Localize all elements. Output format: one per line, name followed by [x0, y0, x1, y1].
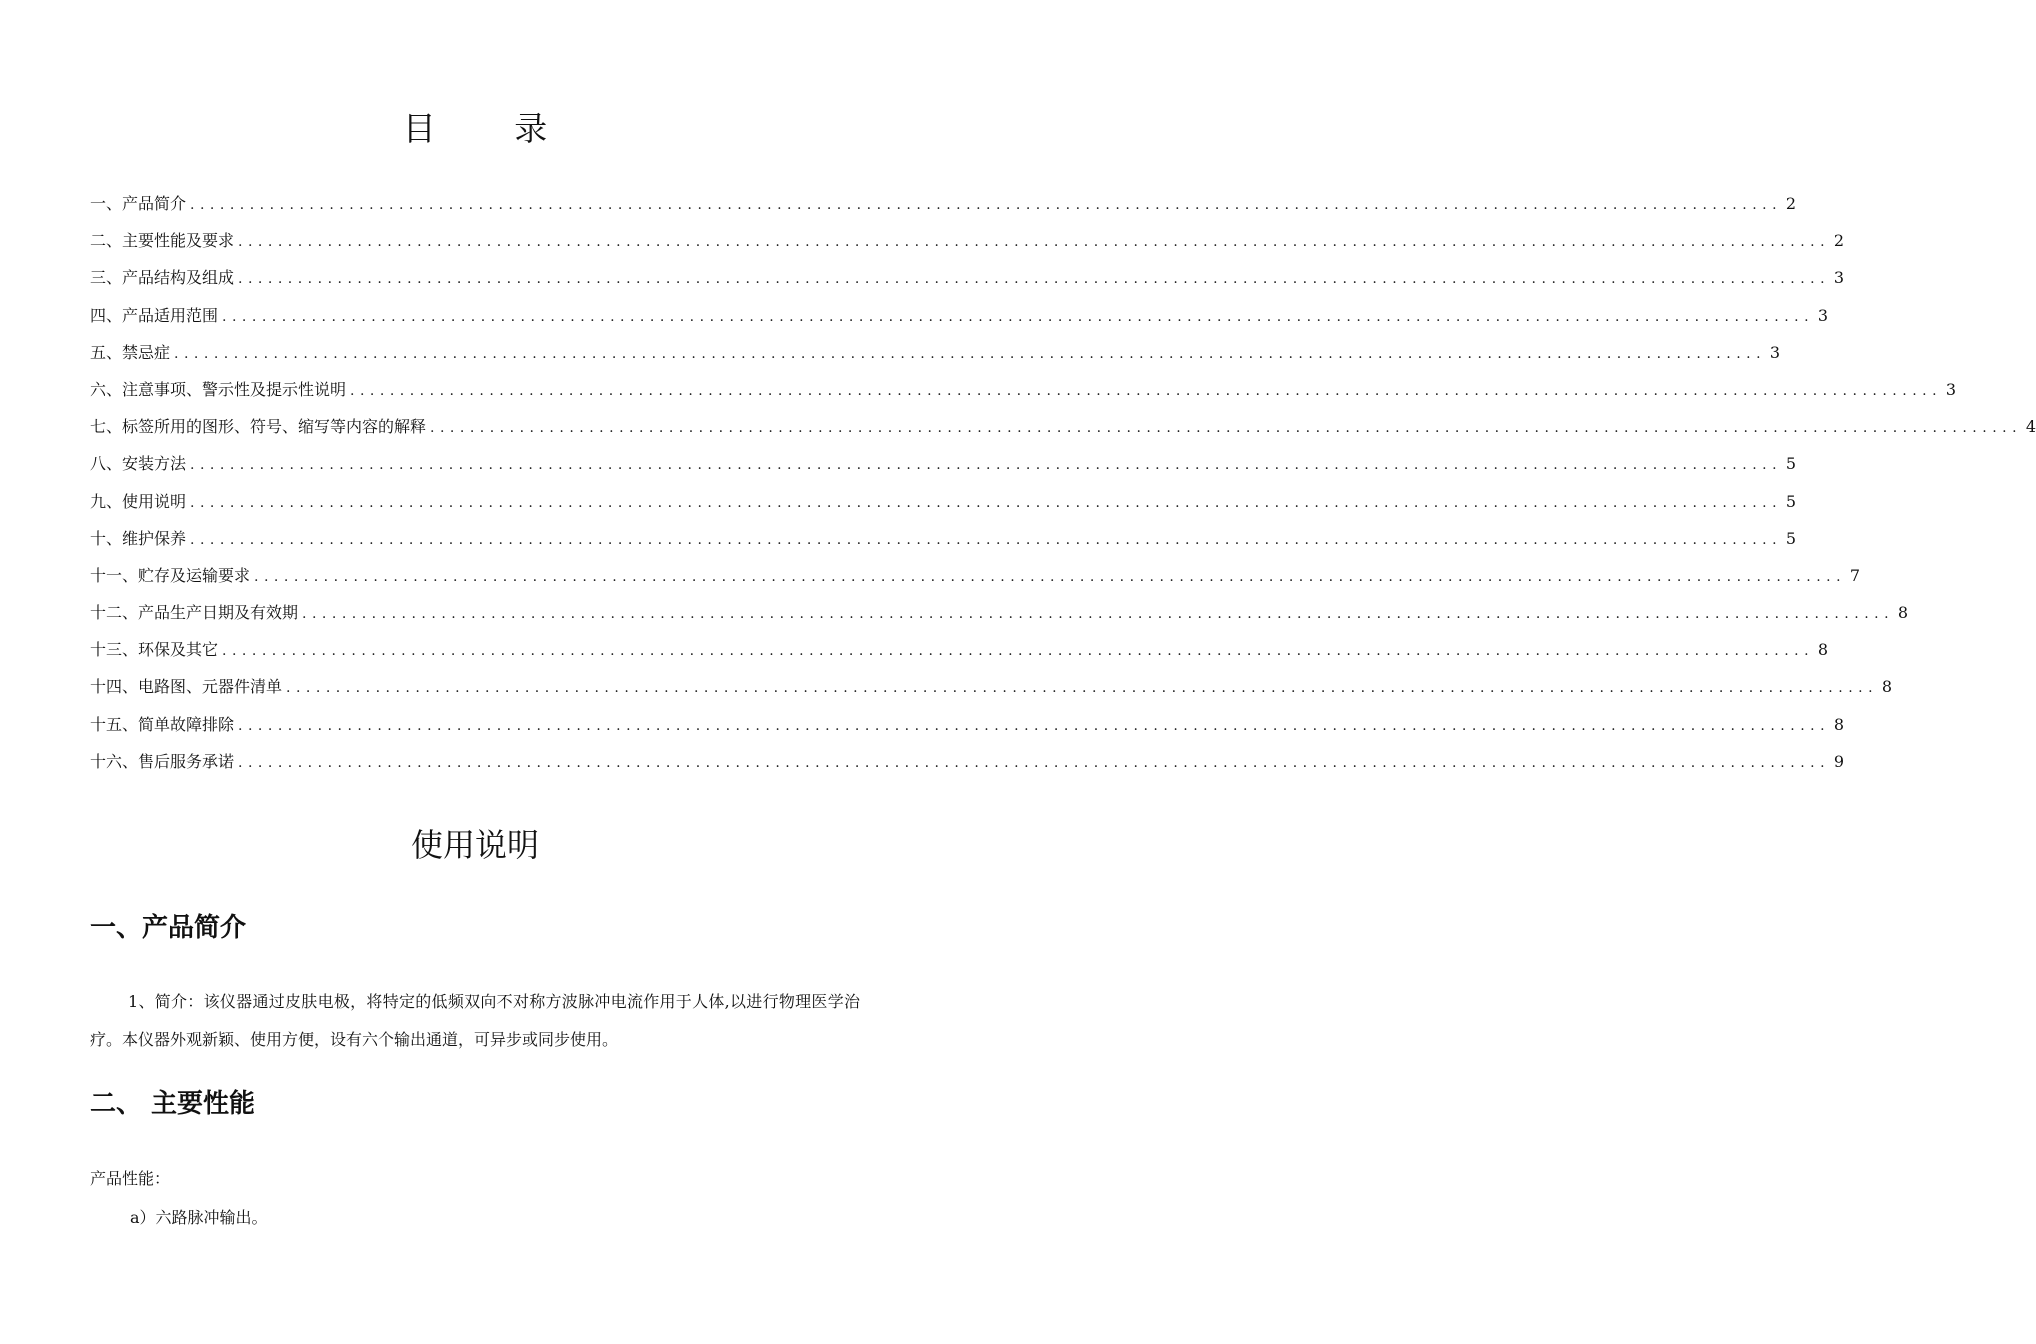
toc-entry-label: 二、主要性能及要求 [90, 231, 235, 251]
toc-dot-leader: ................................................................................................................................................................ [286, 680, 1879, 697]
toc-entry-label: 五、禁忌症 [90, 342, 171, 362]
toc-entry-page-number: 3 [1833, 268, 1845, 288]
section-heading-main-performance: 二、 主要性能 [90, 1089, 256, 1119]
toc-entry-label: 十三、环保及其它 [90, 640, 219, 660]
toc-dot-leader: ................................................................................................................................................................ [350, 382, 1943, 399]
toc-entry-page-number: 4 [2025, 417, 2036, 437]
toc-entry-page-number: 8 [1833, 714, 1845, 734]
toc-entry[interactable] [90, 185, 1797, 222]
toc-entry-label: 十四、电路图、元器件清单 [90, 677, 283, 697]
toc-entry[interactable] [90, 259, 1845, 296]
toc-title: 目 录 [402, 109, 582, 148]
toc-entry[interactable] [90, 668, 1893, 705]
toc-entry[interactable] [90, 297, 1829, 334]
toc-entry[interactable] [90, 706, 1845, 743]
toc-dot-leader: ................................................................................................................................................................ [190, 457, 1783, 474]
toc-entry-label: 十五、简单故障排除 [90, 714, 235, 734]
toc-dot-leader: ................................................................................................................................................................ [238, 271, 1831, 288]
toc-entry-page-number: 2 [1833, 231, 1845, 251]
toc-dot-leader: ................................................................................................................................................................ [238, 717, 1831, 734]
toc-entry[interactable] [90, 408, 2036, 445]
toc-entry-page-number: 8 [1817, 640, 1829, 660]
toc-entry[interactable] [90, 445, 1797, 482]
toc-entry-page-number: 9 [1833, 751, 1845, 771]
toc-dot-leader: ................................................................................................................................................................ [222, 308, 1815, 325]
toc-entry-label: 十一、贮存及运输要求 [90, 565, 251, 585]
toc-entry-page-number: 5 [1785, 491, 1797, 511]
toc-entry-page-number: 2 [1785, 194, 1797, 213]
toc-dot-leader: ................................................................................................................................................................ [190, 197, 1783, 213]
table-of-contents [90, 185, 2036, 780]
section-heading-product-intro: 一、产品简介 [90, 913, 247, 943]
toc-dot-leader: ................................................................................................................................................................ [254, 568, 1847, 585]
toc-entry-label: 一、产品简介 [90, 194, 187, 213]
toc-dot-leader: ................................................................................................................................................................ [238, 754, 1831, 771]
toc-entry-label: 四、产品适用范围 [90, 305, 219, 325]
toc-entry-label: 十六、售后服务承诺 [90, 751, 235, 771]
toc-dot-leader: ................................................................................................................................................................ [174, 345, 1767, 362]
toc-dot-leader: ................................................................................................................................................................ [430, 420, 2023, 437]
toc-dot-leader: ................................................................................................................................................................ [190, 531, 1783, 548]
toc-entry-page-number: 8 [1881, 677, 1893, 697]
toc-entry-label: 八、安装方法 [90, 454, 187, 474]
toc-entry[interactable] [90, 631, 1829, 668]
toc-entry[interactable] [90, 520, 1797, 557]
toc-dot-leader: ................................................................................................................................................................ [302, 606, 1895, 623]
performance-item-a: a）六路脉冲输出。 [130, 1208, 268, 1227]
toc-entry[interactable] [90, 222, 1845, 259]
toc-entry[interactable] [90, 594, 1909, 631]
toc-entry[interactable] [90, 557, 1861, 594]
toc-dot-leader: ................................................................................................................................................................ [222, 643, 1815, 660]
manual-title: 使用说明 [410, 826, 539, 864]
toc-entry[interactable] [90, 483, 1797, 520]
toc-entry-page-number: 3 [1945, 379, 1957, 399]
toc-entry-page-number: 8 [1897, 603, 1909, 623]
toc-entry-label: 九、使用说明 [90, 491, 187, 511]
toc-entry-label: 七、标签所用的图形、符号、缩写等内容的解释 [90, 417, 427, 437]
toc-entry[interactable] [90, 743, 1845, 780]
product-intro-paragraph: 1、简介：该仪器通过皮肤电极，将特定的低频双向不对称方波脉冲电流作用于人体,以进行物理医学治疗。本仪器外观新颖、使用方便，设有六个输出通道，可异步或同步使用。 [90, 992, 860, 1049]
toc-entry-page-number: 5 [1785, 454, 1797, 474]
performance-label: 产品性能： [90, 1169, 171, 1188]
toc-dot-leader: ................................................................................................................................................................ [238, 234, 1831, 251]
toc-entry-label: 六、注意事项、警示性及提示性说明 [90, 379, 347, 399]
toc-entry-page-number: 3 [1769, 342, 1781, 362]
toc-entry-page-number: 7 [1849, 565, 1861, 585]
toc-entry-page-number: 3 [1817, 305, 1829, 325]
toc-entry-label: 十二、产品生产日期及有效期 [90, 603, 299, 623]
toc-entry-label: 三、产品结构及组成 [90, 268, 235, 288]
toc-dot-leader: ................................................................................................................................................................ [190, 494, 1783, 511]
toc-entry[interactable] [90, 334, 1781, 371]
toc-entry[interactable] [90, 371, 1957, 408]
toc-entry-label: 十、维护保养 [90, 528, 187, 548]
toc-entry-page-number: 5 [1785, 528, 1797, 548]
